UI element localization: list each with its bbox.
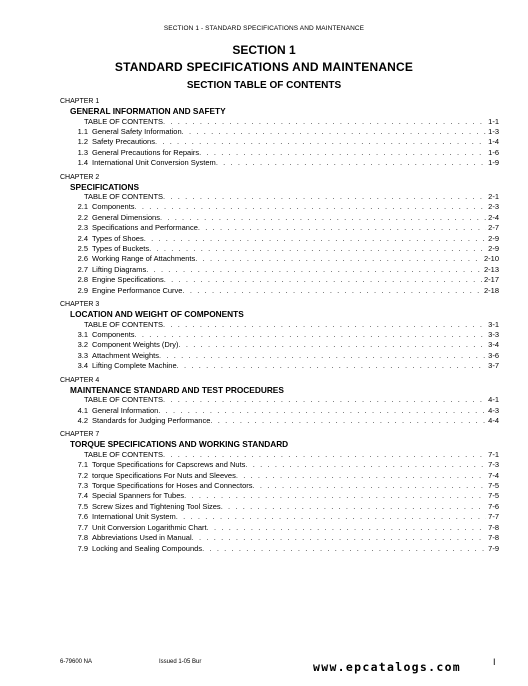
dot-leader [144,234,486,244]
entry-label: Unit Conversion Logarithmic Chart [92,522,207,532]
toc-entry[interactable] [84,395,499,405]
entry-number: 2.4 [77,233,88,243]
entry-label: Specifications and Performance [92,223,198,233]
entry-number: 2.2 [77,212,88,222]
chapter-label: CHAPTER 3 [60,301,100,309]
toc-entry[interactable] [68,223,499,233]
chapter-label: CHAPTER 7 [60,431,100,439]
chapter-block [0,376,528,427]
entry-page: 1-9 [488,158,499,168]
entry-label: Attachment Weights [92,350,159,360]
entry-number: 2.5 [77,244,88,254]
entry-label: Torque Specifications for Capscrews and Nuts [92,460,246,470]
entry-number: 2.7 [77,264,88,274]
toc-entry[interactable] [84,117,499,127]
chapter-label: CHAPTER 2 [60,173,100,181]
toc-entry[interactable] [68,406,499,416]
toc-entry[interactable] [68,202,499,212]
entry-page: 7-7 [488,512,499,522]
dot-leader [163,320,486,330]
chapter-title: GENERAL INFORMATION AND SAFETY [70,106,226,116]
entry-page: 7-9 [488,543,499,553]
dot-leader [164,275,482,285]
toc-entry[interactable] [68,460,499,470]
entry-label: Screw Sizes and Tightening Tool Sizes [92,501,221,511]
table-of-contents [0,97,528,558]
dot-leader [163,395,486,405]
entry-label: General Safety Information [92,126,182,136]
entry-page: 7-5 [488,481,499,491]
toc-entry[interactable] [68,416,499,426]
entry-number: 2.3 [77,223,88,233]
toc-entry[interactable] [84,320,499,330]
dot-leader [253,481,487,491]
toc-entry[interactable] [68,533,499,543]
entry-number: 4.2 [77,415,88,425]
chapter-label: CHAPTER 1 [60,98,100,105]
entry-label: TABLE OF CONTENTS [84,116,164,126]
chapter-block [0,300,528,372]
entry-label: General Information [92,405,159,415]
entry-label: Working Range of Attachments [92,254,196,264]
section-title: STANDARD SPECIFICATIONS AND MAINTENANCE [114,60,414,74]
toc-entry[interactable] [68,244,499,254]
running-head: SECTION 1 - STANDARD SPECIFICATIONS AND MAINTENANCE [163,25,365,32]
entry-page: 3-6 [488,350,499,360]
toc-entry[interactable] [68,158,499,168]
document-code: 6-79600 NA [60,659,93,665]
dot-leader [155,137,486,147]
entry-label: Types of Shoes [92,233,144,243]
dot-leader [177,361,487,371]
entry-number: 2.9 [77,285,88,295]
entry-page: 3-1 [488,319,499,329]
entry-page: 7-4 [488,470,499,480]
dot-leader [221,502,486,512]
entry-number: 2.6 [77,254,88,264]
entry-number: 1.3 [77,147,88,157]
dot-leader [216,158,486,168]
entry-number: 7.4 [77,491,88,501]
toc-entry[interactable] [68,148,499,158]
entry-number: 3.4 [77,361,88,371]
entry-label: Standards for Judging Performance [92,415,211,425]
chapter-title: TORQUE SPECIFICATIONS AND WORKING STANDARD [70,439,289,450]
entry-label: International Unit Conversion System [92,158,216,168]
entry-number: 1.4 [77,158,88,168]
dot-leader [159,351,486,361]
entry-number: 7.5 [77,501,88,511]
dot-leader [179,340,487,350]
entry-page: 2-1 [488,192,499,202]
entry-label: General Dimensions [92,212,160,222]
entry-page: 2-17 [483,275,499,285]
chapter-block [0,97,528,169]
watermark-url: www.epcatalogs.com [313,660,462,674]
entry-number: 7.7 [77,522,88,532]
dot-leader [146,265,482,275]
dot-leader [135,202,487,212]
page-number: I [493,657,496,667]
dot-leader [176,512,486,522]
toc-entry[interactable] [68,544,499,554]
chapter-title: LOCATION AND WEIGHT OF COMPONENTS [70,309,244,320]
entry-label: Locking and Sealing Compounds [92,543,203,553]
entry-page: 2-4 [488,212,499,222]
entry-page: 4-1 [488,395,499,405]
entry-label: TABLE OF CONTENTS [84,319,164,329]
entry-label: General Precautions for Repairs [92,147,200,157]
toc-entry[interactable] [68,340,499,350]
toc-entry[interactable] [68,481,499,491]
entry-page: 3-4 [488,340,499,350]
entry-page: 1-4 [488,137,499,147]
entry-page: 2-7 [488,223,499,233]
dot-leader [135,330,487,340]
dot-leader [195,254,482,264]
dot-leader [184,491,486,501]
toc-entry[interactable] [68,502,499,512]
toc-entry[interactable] [68,275,499,285]
entry-label: TABLE OF CONTENTS [84,449,164,459]
entry-page: 7-6 [488,501,499,511]
entry-page: 7-3 [488,460,499,470]
entry-page: 7-8 [488,533,499,543]
entry-page: 2-9 [488,244,499,254]
chapter-label: CHAPTER 4 [60,376,100,384]
dot-leader [149,244,486,254]
section-number: SECTION 1 [232,43,296,57]
entry-label: Engine Performance Curve [92,285,183,295]
entry-number: 2.8 [77,275,88,285]
toc-entry[interactable] [68,523,499,533]
entry-number: 2.1 [77,202,88,212]
entry-label: Engine Specifications [92,275,164,285]
entry-number: 7.9 [77,543,88,553]
entry-label: Components [92,330,135,339]
entry-number: 1.1 [77,126,88,136]
dot-leader [207,523,487,533]
dot-leader [163,117,486,127]
entry-page: 2-10 [483,254,499,264]
entry-page: 7-5 [488,491,499,501]
entry-page: 2-3 [488,202,499,212]
dot-leader [163,192,486,202]
entry-label: Abbreviations Used in Manual [92,533,192,543]
entry-page: 1-3 [488,126,499,136]
entry-number: 7.3 [77,481,88,491]
entry-label: Torque Specifications for Hoses and Connectors [92,481,253,491]
entry-number: 3.2 [77,340,88,350]
entry-page: 1-1 [488,116,499,126]
entry-label: Lifting Diagrams [92,264,147,274]
toc-entry[interactable] [68,330,499,340]
dot-leader [236,471,486,481]
entry-label: Component Weights (Dry) [92,340,179,350]
issue-date: Issued 1-05 Bur [159,659,202,665]
dot-leader [163,450,486,460]
entry-label: International Unit System [92,512,176,522]
entry-page: 3-3 [488,330,499,339]
toc-entry[interactable] [68,234,499,244]
dot-leader [202,544,486,554]
toc-entry[interactable] [68,286,499,296]
entry-page: 4-3 [488,405,499,415]
toc-entry[interactable] [68,137,499,147]
toc-entry[interactable] [68,351,499,361]
dot-leader [210,416,486,426]
toc-entry[interactable] [68,254,499,264]
chapter-block [0,430,528,554]
entry-page: 3-7 [488,361,499,371]
toc-entry[interactable] [84,192,499,202]
entry-number: 4.1 [77,405,88,415]
toc-entry[interactable] [68,361,499,371]
chapter-title: MAINTENANCE STANDARD AND TEST PROCEDURES [70,384,284,395]
chapter-block [0,173,528,297]
entry-number: 7.6 [77,512,88,522]
entry-label: TABLE OF CONTENTS [84,192,164,202]
entry-label: Special Spanners for Tubes [92,491,185,501]
entry-label: Components [92,202,135,212]
entry-label: Lifting Complete Machine [92,361,177,371]
entry-number: 1.2 [77,137,88,147]
dot-leader [198,223,486,233]
dot-leader [158,406,486,416]
entry-page: 7-1 [488,449,499,459]
toc-entry[interactable] [68,491,499,501]
dot-leader [182,127,487,137]
dot-leader [199,148,486,158]
entry-label: torque Specifications For Nuts and Sleeves [92,470,236,480]
entry-label: TABLE OF CONTENTS [84,395,164,405]
entry-number: 7.2 [77,470,88,480]
toc-heading: SECTION TABLE OF CONTENTS [186,80,342,91]
entry-page: 2-13 [483,264,499,274]
entry-number: 7.8 [77,533,88,543]
toc-entry[interactable] [68,512,499,522]
toc-entry[interactable] [84,450,499,460]
entry-page: 2-18 [483,285,499,295]
dot-leader [182,286,482,296]
entry-number: 7.1 [77,460,88,470]
entry-page: 4-4 [488,415,499,425]
dot-leader [245,460,486,470]
toc-entry[interactable] [68,471,499,481]
toc-entry[interactable] [68,265,499,275]
entry-page: 1-6 [488,147,499,157]
entry-label: Safety Precautions [92,137,155,147]
entry-number: 3.3 [77,350,88,360]
toc-entry[interactable] [68,213,499,223]
toc-entry[interactable] [68,127,499,137]
entry-label: Types of Buckets [92,244,150,254]
chapter-title: SPECIFICATIONS [70,181,139,192]
entry-page: 7-8 [488,522,499,532]
dot-leader [192,533,487,543]
entry-number: 3.1 [77,330,88,339]
entry-page: 2-9 [488,233,499,243]
dot-leader [160,213,486,223]
